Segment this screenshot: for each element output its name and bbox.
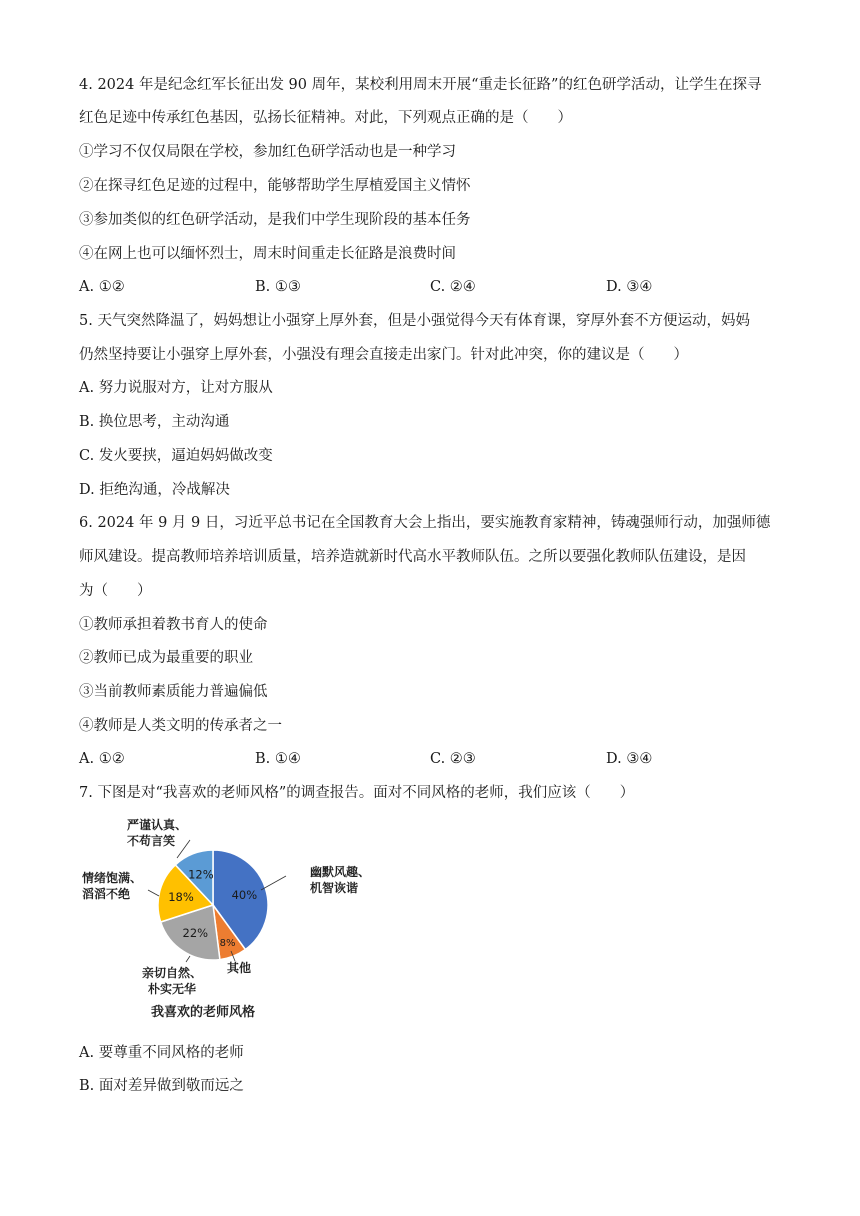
q6-statement-3: ③当前教师素质能力普遍偏低 [79, 684, 268, 700]
q6-statement-4: ④教师是人类文明的传承者之一 [79, 718, 282, 734]
chart-title: 我喜欢的老师风格 [150, 1005, 256, 1020]
q4-option-d[interactable]: D. ③④ [606, 279, 653, 295]
pie-category-label: 朴实无华 [147, 982, 197, 996]
q4-statement-3: ③参加类似的红色研学活动，是我们中学生现阶段的基本任务 [79, 212, 471, 228]
pie-value-label: 8% [219, 937, 236, 949]
pie-leader-line [261, 876, 286, 890]
q7-option-a[interactable]: A. 要尊重不同风格的老师 [79, 1045, 244, 1061]
q5-option-c[interactable]: C. 发火要挟，逼迫妈妈做改变 [79, 448, 273, 464]
q4-stem-line-1: 4. 2024 年是纪念红军长征出发 90 周年，某校利用周末开展“重走长征路”的红色研学活动，让学生在探寻 [79, 77, 762, 93]
q5-stem-line-1: 5. 天气突然降温了，妈妈想让小强穿上厚外套，但是小强觉得今天有体育课，穿厚外套不方便运动，妈妈 [79, 313, 750, 329]
q6-stem-line-3: 为（ ） [79, 583, 152, 599]
q5-stem-line-2: 仍然坚持要让小强穿上厚外套，小强没有理会直接走出家门。针对此冲突，你的建议是（ ） [79, 347, 688, 363]
q6-options [79, 749, 799, 769]
q4-option-a[interactable]: A. ①② [79, 279, 125, 295]
pie-value-label: 18% [168, 889, 194, 904]
pie-category-label: 亲切自然、 [141, 966, 203, 980]
q4-statement-1: ①学习不仅仅局限在学校，参加红色研学活动也是一种学习 [79, 144, 456, 160]
q4-stem-line-2: 红色足迹中传承红色基因，弘扬长征精神。对此，下列观点正确的是（ ） [79, 110, 572, 126]
pie-leader-line [186, 956, 190, 962]
q6-option-b[interactable]: B. ①④ [255, 751, 301, 767]
pie-chart [78, 810, 371, 1030]
pie-category-label: 机智诙谐 [310, 881, 359, 895]
q4-options [79, 277, 799, 297]
pie-category-label: 幽默风趣、 [310, 865, 371, 879]
pie-category-label: 严谨认真、 [127, 818, 188, 832]
pie-value-label: 40% [231, 887, 258, 902]
pie-category-label: 情绪饱满、 [82, 871, 143, 885]
q7-stem: 7. 下图是对“我喜欢的老师风格”的调查报告。面对不同风格的老师，我们应该（ ） [79, 785, 635, 801]
q6-stem-line-1: 6. 2024 年 9 月 9 日，习近平总书记在全国教育大会上指出，要实施教育家精神，铸魂强师行动，加强师德 [79, 515, 771, 531]
q4-option-c[interactable]: C. ②④ [430, 279, 476, 295]
pie-value-label: 12% [188, 867, 214, 882]
q5-option-d[interactable]: D. 拒绝沟通，冷战解决 [79, 482, 230, 498]
q6-option-d[interactable]: D. ③④ [606, 751, 653, 767]
q5-option-a[interactable]: A. 努力说服对方，让对方服从 [79, 380, 273, 396]
pie-category-label: 滔滔不绝 [82, 887, 131, 901]
pie-category-label: 其他 [226, 961, 252, 975]
q7-option-b[interactable]: B. 面对差异做到敬而远之 [79, 1078, 244, 1094]
q4-statement-2: ②在探寻红色足迹的过程中，能够帮助学生厚植爱国主义情怀 [79, 178, 471, 194]
q4-option-b[interactable]: B. ①③ [255, 279, 301, 295]
q4-statement-4: ④在网上也可以缅怀烈士，周末时间重走长征路是浪费时间 [79, 246, 456, 262]
q6-option-a[interactable]: A. ①② [79, 751, 125, 767]
pie-category-label: 不苟言笑 [127, 834, 176, 848]
q6-stem-line-2: 师风建设。提高教师培养培训质量，培养造就新时代高水平教师队伍。之所以要强化教师队伍建设，是因 [79, 549, 746, 565]
pie-leader-line [148, 890, 159, 896]
q6-statement-2: ②教师已成为最重要的职业 [79, 650, 253, 666]
q5-option-b[interactable]: B. 换位思考，主动沟通 [79, 414, 230, 430]
q6-option-c[interactable]: C. ②③ [430, 751, 476, 767]
q6-statement-1: ①教师承担着教书育人的使命 [79, 617, 268, 633]
pie-value-label: 22% [182, 925, 209, 940]
